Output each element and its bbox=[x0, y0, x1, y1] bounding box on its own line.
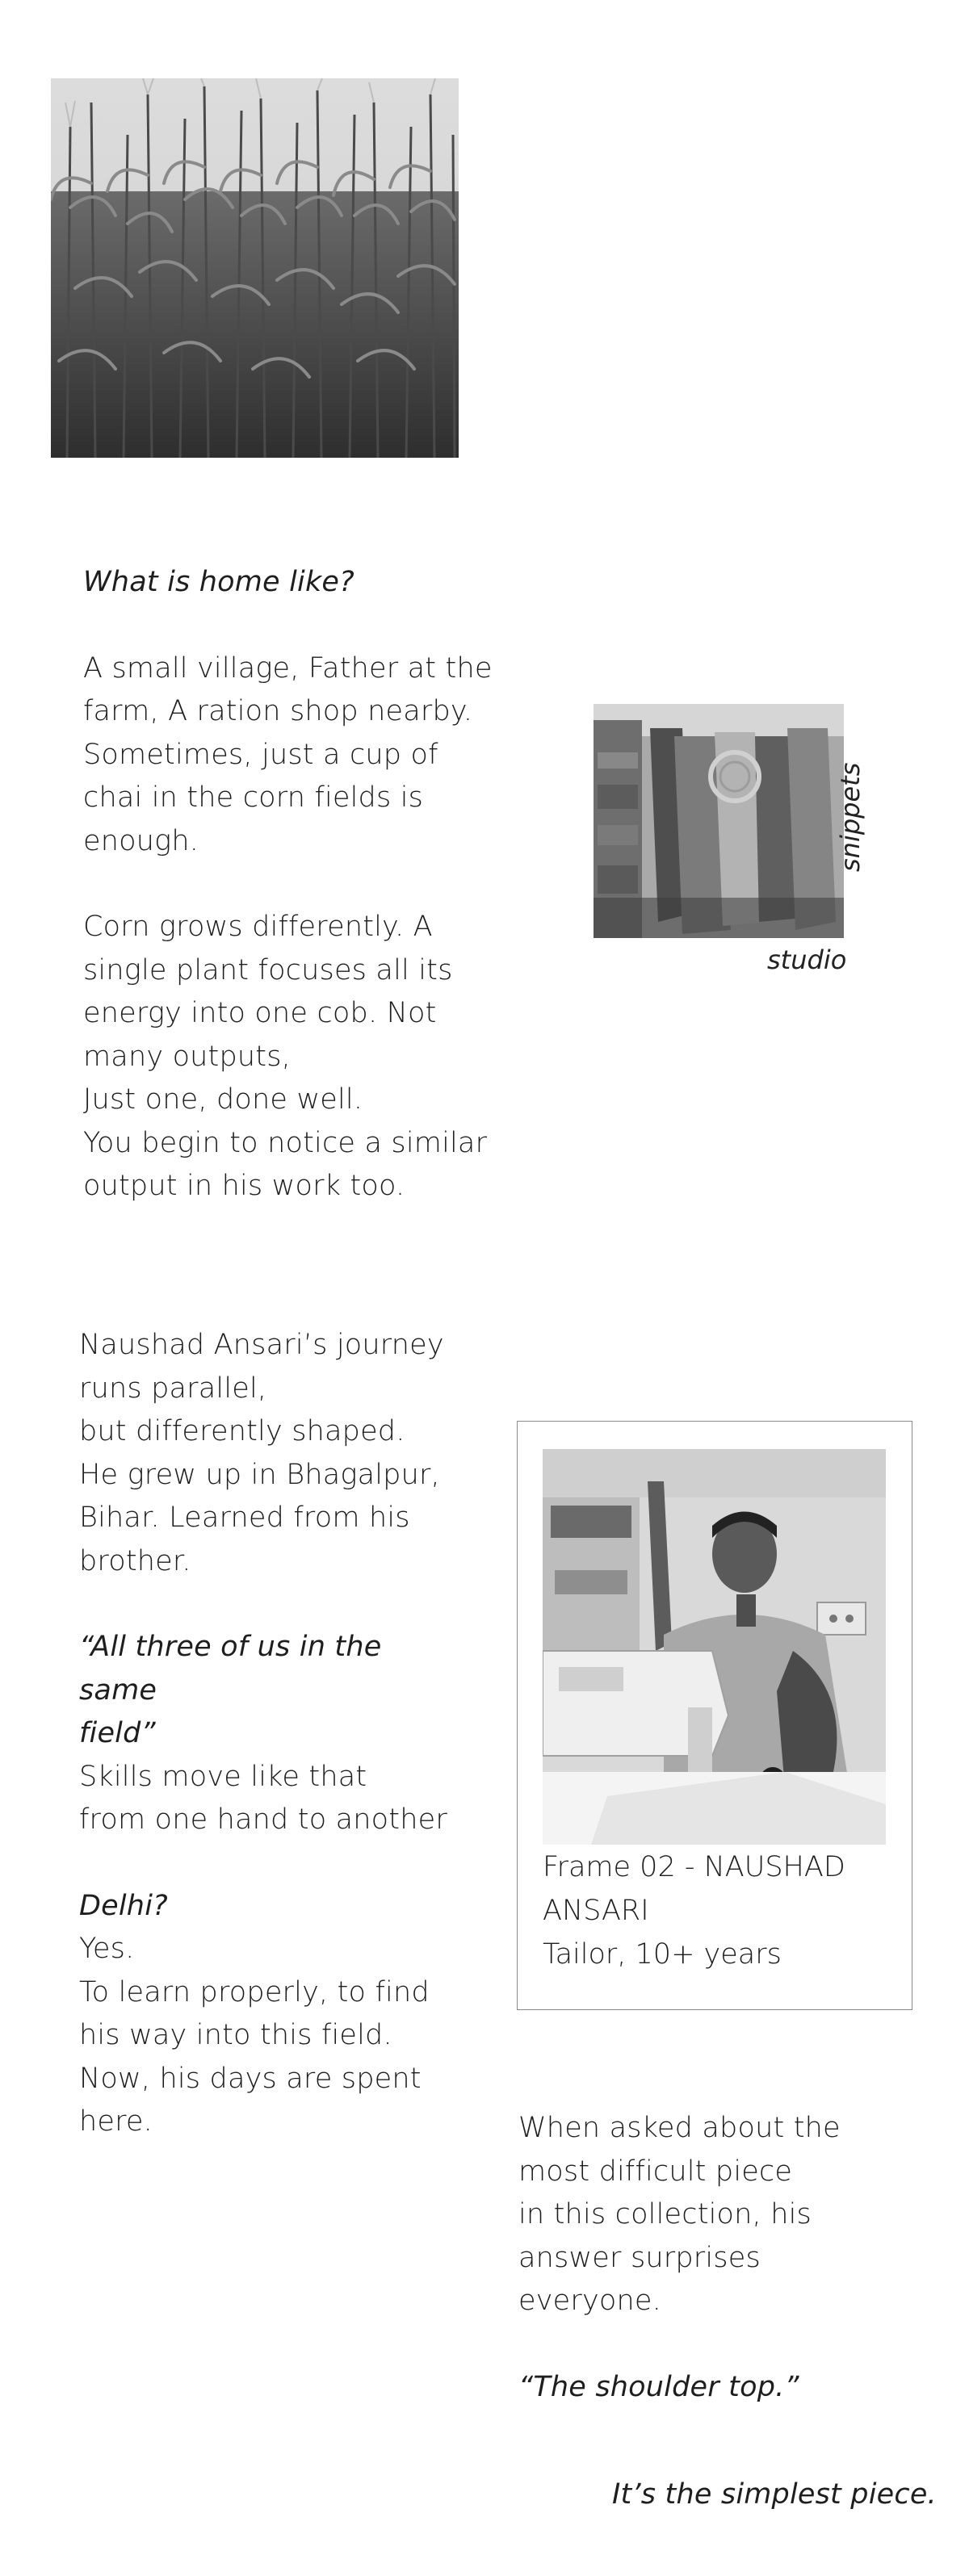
snippets-label: snippets bbox=[835, 762, 866, 872]
home-para1-line: farm, A ration shop nearby. bbox=[83, 695, 473, 727]
corn-para-line: Just one, done well. bbox=[83, 1083, 363, 1116]
intro-line: He grew up in Bhagalpur, bbox=[79, 1458, 440, 1491]
question-line: in this collection, his bbox=[518, 2198, 812, 2230]
frame-title: Frame 02 - NAUSHAD bbox=[543, 1851, 845, 1883]
intro-line: brother. bbox=[79, 1544, 191, 1577]
frame-title-cont: ANSARI bbox=[543, 1895, 649, 1927]
closing-line: It’s the simplest piece. bbox=[612, 2478, 937, 2511]
question-line: most difficult piece bbox=[518, 2155, 793, 2188]
quote-line: same bbox=[79, 1673, 157, 1707]
intro-line: Naushad Ansari’s journey bbox=[79, 1329, 444, 1361]
corn-para-line: single plant focuses all its bbox=[83, 953, 453, 986]
corn-para-line: Corn grows differently. A bbox=[83, 911, 433, 943]
corn-para-line: many outputs, bbox=[83, 1040, 291, 1073]
question-line: everyone. bbox=[518, 2285, 661, 2317]
home-para1-line: chai in the corn fields is bbox=[83, 781, 424, 814]
home-para1-line: enough. bbox=[83, 824, 199, 857]
intro-line: Bihar. Learned from his bbox=[79, 1502, 410, 1534]
intro-line: but differently shaped. bbox=[79, 1415, 405, 1447]
home-question: What is home like? bbox=[83, 566, 354, 598]
naushad-story-text bbox=[79, 1324, 499, 2144]
studio-snippet-photo bbox=[594, 704, 844, 938]
delhi-answer-line: Now, his days are spent bbox=[79, 2062, 422, 2095]
question-line: When asked about the bbox=[518, 2112, 841, 2144]
delhi-answer-line: Yes. bbox=[79, 1933, 135, 1965]
corn-para-line: You begin to notice a similar bbox=[83, 1126, 488, 1159]
home-para1-line: A small village, Father at the bbox=[83, 651, 493, 685]
quote-line: “All three of us in the bbox=[79, 1631, 382, 1663]
delhi-answer-line: here. bbox=[79, 2105, 153, 2138]
home-story-text bbox=[83, 561, 535, 1208]
home-para1-line: Sometimes, just a cup of bbox=[83, 738, 438, 771]
delhi-answer-line: his way into this field. bbox=[79, 2019, 392, 2051]
question-line: answer surprises bbox=[518, 2241, 761, 2274]
studio-label: studio bbox=[767, 945, 847, 975]
tailor-portrait-photo bbox=[543, 1449, 886, 1845]
shoulder-top-answer: “The shoulder top.” bbox=[518, 2370, 799, 2403]
skills-line: from one hand to another bbox=[79, 1803, 447, 1836]
corn-para-line: energy into one cob. Not bbox=[83, 997, 437, 1029]
frame-caption bbox=[543, 1845, 898, 1976]
quote-line: field” bbox=[79, 1717, 156, 1749]
delhi-question: Delhi? bbox=[79, 1889, 168, 1922]
difficult-piece-text bbox=[518, 2107, 906, 2409]
intro-line: runs parallel, bbox=[79, 1372, 267, 1405]
frame-subtitle: Tailor, 10+ years bbox=[543, 1938, 782, 1971]
corn-para-line: output in his work too. bbox=[83, 1170, 405, 1202]
delhi-answer-line: To learn properly, to find bbox=[79, 1975, 430, 2008]
corn-field-photo bbox=[51, 78, 459, 458]
skills-line: Skills move like that bbox=[79, 1760, 367, 1793]
